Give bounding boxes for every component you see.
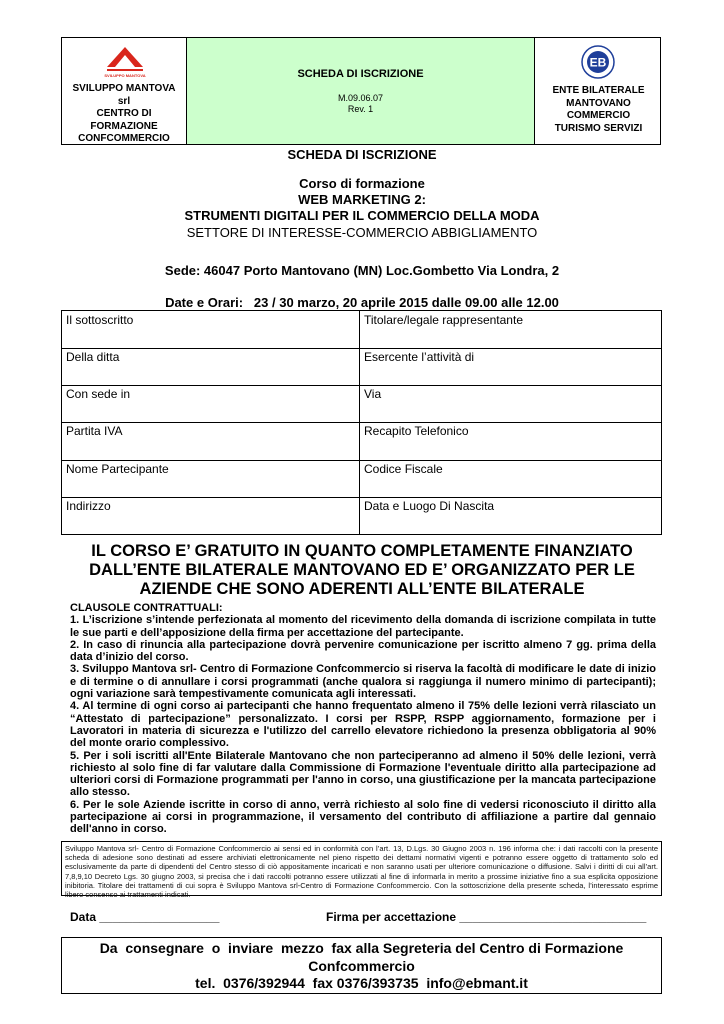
svg-text:SVILUPPO MANTOVA: SVILUPPO MANTOVA — [104, 73, 146, 78]
field-label: Indirizzo — [66, 499, 111, 513]
date-field[interactable]: Data __________________ — [70, 910, 220, 924]
notice-line: IL CORSO E’ GRATUITO IN QUANTO COMPLETAMENTE FINANZIATO — [91, 542, 633, 560]
field-label: Via — [364, 387, 382, 401]
field-sottoscritto[interactable] — [62, 311, 359, 348]
field-label: Data e Luogo Di Nascita — [364, 499, 495, 513]
header-doc-code — [187, 93, 534, 115]
clause-item: 4. Al termine di ogni corso ai partecipanti che hanno frequentato almeno il 75% delle lezioni verrà rilasciato un “Attestato di partecipazione” personalizzato. I corsi per RSPP, RSPP aggiornamento, formazione per i Lavoratori in materia di sicurezza e l'utilizzo del carrello elevatore richiedono la presenza obbligatoria al 90% del monte orario complessivo. — [70, 700, 656, 750]
free-course-notice — [0, 542, 724, 599]
delivery-info-box — [61, 937, 662, 994]
course-subtitle: STRUMENTI DIGITALI PER IL COMMERCIO DELLA MODA — [184, 208, 540, 223]
header-left — [61, 37, 187, 145]
header-left-line: CONFCOMMERCIO — [78, 133, 170, 144]
header-left-line: CENTRO DI — [96, 108, 152, 119]
clauses-title: CLAUSOLE CONTRATTUALI: — [70, 602, 223, 614]
field-nome-partecipante[interactable] — [62, 460, 359, 497]
header-left-line: FORMAZIONE — [90, 120, 158, 132]
ente-bilaterale-logo — [581, 45, 615, 79]
notice-line: AZIENDE CHE SONO ADERENTI ALL’ENTE BILATERALE — [139, 580, 585, 598]
doc-revision: Rev. 1 — [347, 104, 374, 114]
header-right-line: COMMERCIO — [566, 110, 631, 121]
contract-clauses — [70, 602, 656, 836]
field-label: Codice Fiscale — [364, 462, 443, 476]
field-titolare[interactable] — [360, 311, 662, 348]
header-right-text — [535, 85, 662, 135]
clause-item: 1. L’iscrizione s’intende perfezionata al momento del ricevimento della domanda di iscrizione compilata in tutte le sue parti e dell’apposizione della firma per accettazione del partecipante. — [70, 614, 656, 639]
clause-item: 5. Per i soli iscritti all'Ente Bilaterale Mantovano che non parteciperanno ad almeno il 50% delle lezioni, verrà richiesto al solo fine di far valutare dalla Commissione di Formazione l'eventuale diritto alla partecipazione ad ulteriori corsi di Formazione programmati per l'anno in corso, una giustificazione per la mancata partecipazione allo stesso. — [70, 749, 656, 799]
field-via[interactable] — [360, 385, 662, 422]
form-title: SCHEDA DI ISCRIZIONE — [287, 147, 437, 162]
field-ditta[interactable] — [62, 348, 359, 385]
delivery-line: Confcommercio — [308, 957, 415, 974]
field-indirizzo[interactable] — [62, 497, 359, 534]
field-label: Esercente l’attività di — [364, 350, 475, 364]
field-sede[interactable] — [62, 385, 359, 422]
signature-field[interactable]: Firma per accettazione ____________________________ — [326, 910, 647, 924]
field-label: Recapito Telefonico — [364, 424, 469, 438]
doc-code: M.09.06.07 — [337, 93, 384, 103]
field-partita-iva[interactable] — [62, 422, 359, 460]
header-left-line: SVILUPPO MANTOVA — [72, 83, 176, 94]
notice-line: DALL’ENTE BILATERALE MANTOVANO ED E’ ORGANIZZATO PER LE — [89, 561, 635, 579]
svg-text:EB: EB — [589, 55, 607, 70]
registration-form — [61, 310, 662, 535]
field-telefono[interactable] — [360, 422, 662, 460]
field-data-luogo-nascita[interactable] — [360, 497, 662, 534]
header-title: SCHEDA DI ISCRIZIONE — [297, 68, 424, 80]
contact-line: tel. 0376/392944 fax 0376/393735 info@ebmant.it — [195, 975, 528, 991]
course-sector: SETTORE DI INTERESSE-COMMERCIO ABBIGLIAMENTO — [186, 225, 538, 240]
header-center — [187, 38, 534, 144]
field-label: Partita IVA — [66, 424, 123, 438]
field-codice-fiscale[interactable] — [360, 460, 662, 497]
header-left-text — [61, 83, 187, 146]
header-right-line: MANTOVANO — [566, 97, 631, 109]
header-right-line: ENTE BILATERALE — [552, 85, 645, 96]
field-label: Della ditta — [66, 350, 120, 364]
sviluppo-mantova-logo — [103, 45, 147, 81]
header-left-line: srl — [117, 95, 131, 107]
course-location: Sede: 46047 Porto Mantovano (MN) Loc.Gombetto Via Londra, 2 — [164, 263, 560, 278]
course-name: WEB MARKETING 2: — [298, 192, 426, 207]
header-right-line: TURISMO SERVIZI — [554, 122, 643, 134]
clause-item: 6. Per le sole Aziende iscritte in corso di anno, verrà richiesto al solo fine di vedersi riconosciuto il diritto alla partecipazione ai corsi in programmazione, il versamento del contributo di affiliazione a partire dal gennaio dell'anno in corso. — [70, 798, 656, 836]
clause-item: 3. Sviluppo Mantova srl- Centro di Formazione Confcommercio si riserva la facoltà di modificare le date di inizio e di termine o di annullare i corsi programmati (anche qualora si raggiunga il numero minimo di partecipanti); ogni variazione sarà tempestivamente comunicata agli interessati. — [70, 663, 656, 701]
course-label: Corso di formazione — [299, 176, 425, 191]
header-right — [534, 37, 661, 145]
course-dates: Date e Orari: 23 / 30 marzo, 20 aprile 2015 dalle 09.00 alle 12.00 — [165, 295, 559, 310]
field-label: Titolare/legale rappresentante — [364, 313, 523, 327]
clause-item: 2. In caso di rinuncia alla partecipazione dovrà pervenire comunicazione per iscritto almeno 7 gg. prima della data d’inizio del corso. — [70, 638, 656, 664]
privacy-notice: Sviluppo Mantova srl- Centro di Formazione Confcommercio ai sensi ed in conformità con l’art. 13, D.Lgs. 30 Giugno 2003 n. 196 informa che: i dati raccolti con la presente scheda di adesione sono destinati ad essere archiviati elettronicamente nel pieno rispetto dei dettami normativi vigenti e potranno essere oggetto di trattamento solo ed esclusivamente da parte di dipendenti del Centro stesso di ciò appositamente incaricati e non saranno usati per ulteriore comunicazione o diffusione. Salvi i diritti di cui all’art. 7,8,9,10 Decreto Lgs. 30 giugno 2003, si precisa che i dati raccolti potranno essere utilizzati al fine di informarla in merito a prossime iniziative fino a sua esplicita opposizione inibitoria. Titolare dei trattamenti di cui sopra è Sviluppo Mantova srl-Centro di Formazione Confcommercio. Con la sottoscrizione della presente scheda, l’interessato esprime libero consenso ai trattamenti indicati. — [61, 841, 662, 896]
field-label: Il sottoscritto — [66, 313, 134, 327]
field-label: Con sede in — [66, 387, 131, 401]
field-label: Nome Partecipante — [66, 462, 169, 476]
field-attivita[interactable] — [360, 348, 662, 385]
delivery-line: Da consegnare o inviare mezzo fax alla Segreteria del Centro di Formazione — [99, 940, 624, 956]
